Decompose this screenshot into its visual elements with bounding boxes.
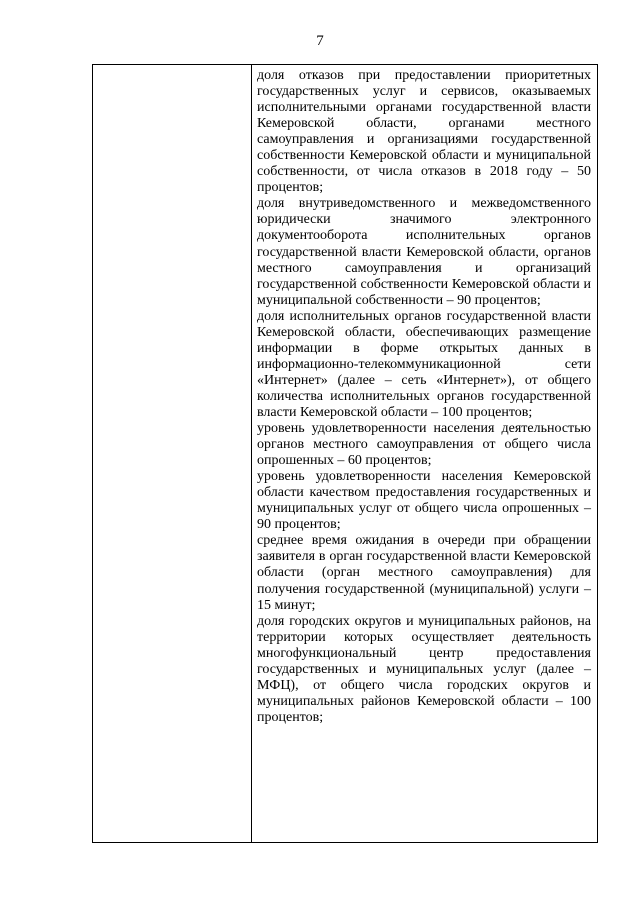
table-left-cell (93, 65, 252, 842)
table-right-cell (257, 68, 591, 726)
indicator-open-data-share: доля исполнительных органов государственной власти Кемеровской области, обеспечивающих размещение информации в форме открытых данных в информационно-телекоммуникационной сети «Интернет» (далее – сеть «Интернет»), от общего количества исполнительных органов государственной власти Кемеровской области – 100 процентов; (257, 308, 591, 420)
indicator-refusal-share: доля отказов при предоставлении приоритетных государственных услуг и сервисов, оказываемых исполнительными органами государственной власти Кемеровской области, органами местного самоуправления и организациями государственной собственности Кемеровской области и муниципальной собственности, от числа отказов в 2018 году – 50 процентов; (257, 68, 591, 196)
indicator-services-quality-satisfaction: уровень удовлетворенности населения Кемеровской области качеством предоставления государственных и муниципальных услуг от общего числа опрошенных – 90 процентов; (257, 469, 591, 533)
page-number: 7 (316, 33, 324, 49)
indicator-queue-waiting-time: среднее время ожидания в очереди при обращении заявителя в орган государственной власти Кемеровской области (орган местного самоуправления) для получения государственной (муниципальной) услуги – 15 минут; (257, 533, 591, 613)
indicator-local-government-satisfaction: уровень удовлетворенности населения деятельностью органов местного самоуправления от общего числа опрошенных – 60 процентов; (257, 421, 591, 469)
indicator-mfc-coverage: доля городских округов и муниципальных районов, на территории которых осуществляет деятельность многофункциональный центр предоставления государственных и муниципальных услуг (далее – МФЦ), от общего числа городских округов и муниципальных районов Кемеровской области – 100 процентов; (257, 613, 591, 725)
document-table (92, 64, 598, 843)
indicator-electronic-document-flow: доля внутриведомственного и межведомственного юридически значимого электронного документооборота исполнительных органов государственной власти Кемеровской области, органов местного самоуправления и организаций государственной собственности Кемеровской области и муниципальной собственности – 90 процентов; (257, 196, 591, 308)
